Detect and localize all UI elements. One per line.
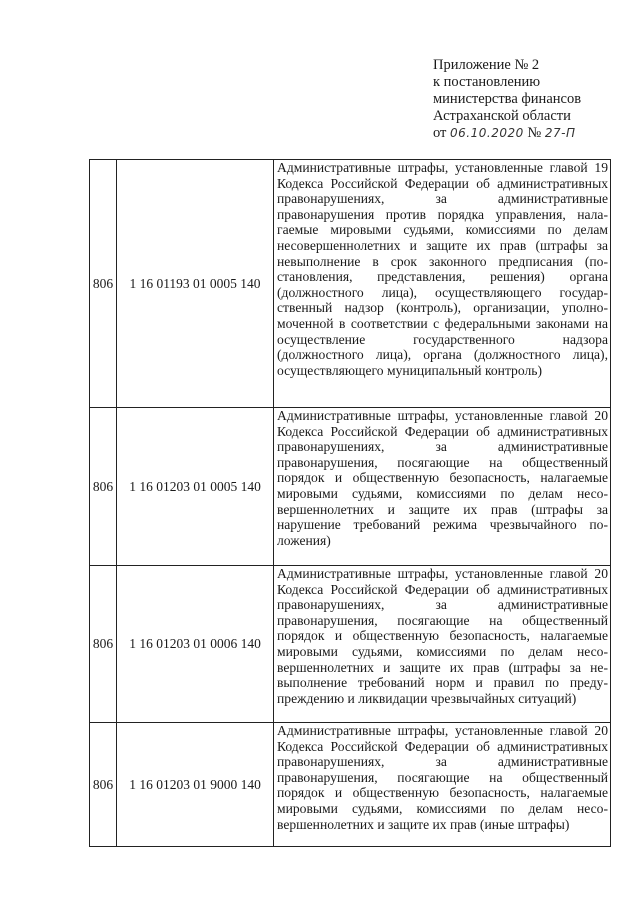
appendix-title: Приложение № 2	[433, 57, 540, 73]
description-cell: Административные штрафы, установленные главой 19 Кодекса Российской Федерации об административных правонарушениях, за административные правонарушения против порядка управления, налагаемые мировыми судьями, комиссиями по делам несовершеннолетних и защите их прав (штрафы за невыполнение в срок законного предписания (постановления, представления, решения) органа (должностного лица), осуществляющего государственный надзор (контроль), организации, уполномоченной в соответствии с федеральными законами на осуществление государственного надзора (должностного лица), органа (должностного лица), осуществляющего муниципальный контроль)	[274, 160, 611, 408]
description-cell: Административные штрафы, установленные главой 20 Кодекса Российской Федерации об административных правонарушениях, за административные правонарушения, посягающие на общественный порядок и общественную безопасность, налагаемые мировыми судьями, комиссиями по делам несовершеннолетних и защите их прав (иные штрафы)	[274, 723, 611, 847]
kbk-cell: 1 16 01203 01 0005 140	[117, 408, 274, 566]
appendix-reference: к постановлению	[433, 74, 541, 90]
number-prefix: №	[527, 125, 542, 141]
description-cell: Административные штрафы, установленные главой 20 Кодекса Российской Федерации об административных правонарушениях, за административные правонарушения, посягающие на общественный порядок и общественную безопасность, налагаемые мировыми судьями, комиссиями по делам несовершеннолетних и защите их прав (штрафы за нарушение требований режима чрезвычайного положения)	[274, 408, 611, 566]
appendix-ministry: министерства финансов	[433, 91, 582, 107]
appendix-header	[433, 57, 633, 142]
appendix-date-line	[433, 125, 633, 142]
handwritten-number: 27-П	[544, 126, 576, 140]
admin-code-cell: 806	[90, 566, 117, 723]
admin-code-cell: 806	[90, 160, 117, 408]
handwritten-date: 06.10.2020	[450, 126, 524, 140]
table-row	[90, 160, 611, 408]
kbk-cell: 1 16 01203 01 0006 140	[117, 566, 274, 723]
table-row	[90, 566, 611, 723]
table-row	[90, 723, 611, 847]
kbk-cell: 1 16 01193 01 0005 140	[117, 160, 274, 408]
appendix-region: Астраханской области	[433, 108, 571, 124]
kbk-cell: 1 16 01203 01 9000 140	[117, 723, 274, 847]
table-row	[90, 408, 611, 566]
fines-table	[89, 159, 611, 847]
description-cell: Административные штрафы, установленные главой 20 Кодекса Российской Федерации об административных правонарушениях, за административные правонарушения, посягающие на общественный порядок и общественную безопасность, налагаемые мировыми судьями, комиссиями по делам несовершеннолетних и защите их прав (штрафы за невыполнение требований норм и правил по предупреждению и ликвидации чрезвычайных ситуаций)	[274, 566, 611, 723]
admin-code-cell: 806	[90, 408, 117, 566]
date-prefix: от	[433, 125, 447, 141]
admin-code-cell: 806	[90, 723, 117, 847]
